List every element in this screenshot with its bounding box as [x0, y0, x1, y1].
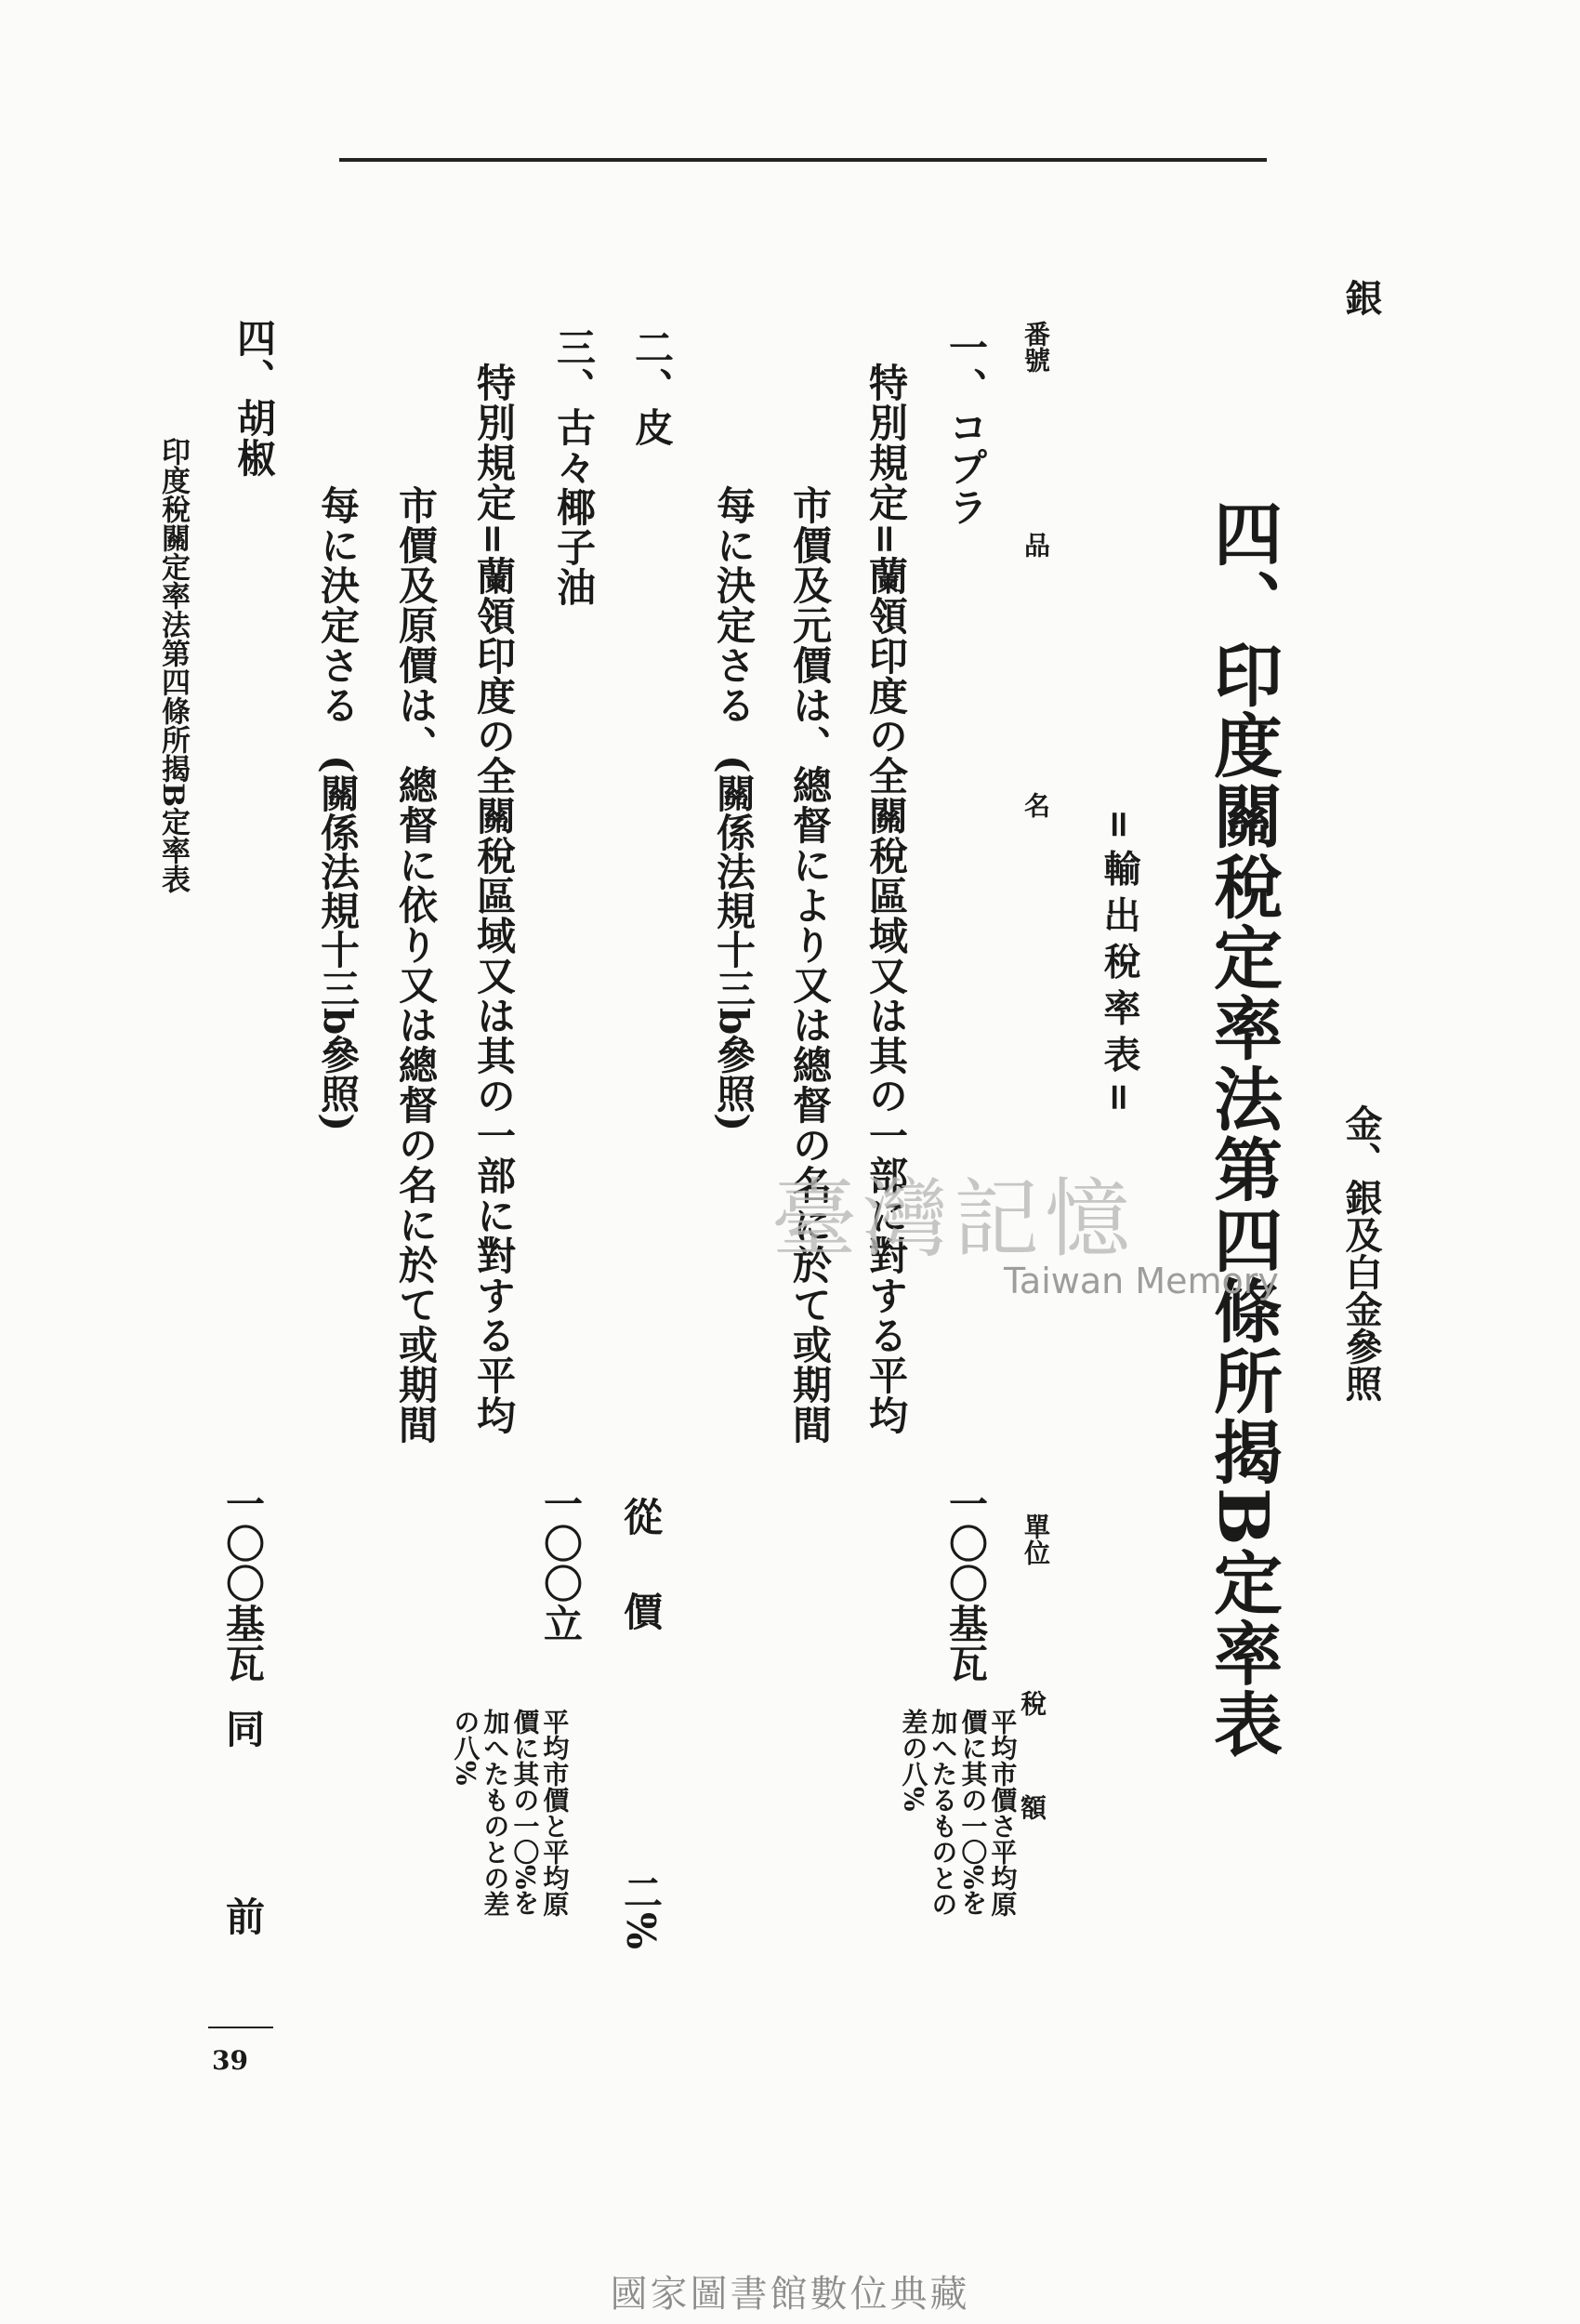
- header-item-name: 品 名: [1020, 532, 1051, 818]
- row1-unit: 一〇〇基瓦: [943, 1484, 989, 1684]
- watermark-text: Taiwan Memory: [1004, 1261, 1279, 1301]
- header-number: 番號: [1020, 321, 1051, 373]
- row3-special: 特別規定=蘭領印度の全關稅區域又は其の一部に對する平均: [471, 363, 517, 1436]
- row2-basis: 從價: [618, 1497, 664, 1686]
- row3-tax-line3: 加へたものとの差: [480, 1709, 511, 1917]
- page-title: 四、印度關稅定率法第四條所揭B定率表: [1203, 498, 1283, 1760]
- row2-tax: 二%: [618, 1872, 664, 1950]
- top-rule: [339, 158, 1267, 162]
- row1-ref: (關係法規十三b參照): [711, 755, 757, 1132]
- page-number: 39: [212, 2045, 248, 2076]
- row3-tax-line2: 價に其の一〇%を: [509, 1709, 541, 1916]
- row4-item: 四、胡椒: [231, 318, 277, 478]
- row3-item: 三、古々椰子油: [551, 327, 597, 607]
- row4-same: 同: [220, 1709, 266, 1749]
- row3-special-line2: 市價及原價は、總督に依り又は總督の名に於て或期間: [393, 485, 439, 1445]
- running-head-right: 金、銀及白金參照: [1339, 1104, 1383, 1402]
- row2-item: 二、皮: [629, 327, 675, 447]
- page-number-rule: [208, 2027, 273, 2028]
- row1-special-line2: 市價及元價は、總督により又は總督の名に於て或期間: [787, 485, 833, 1445]
- row3-tax-line1: 平均市價と平均原: [539, 1709, 571, 1917]
- row4-unit: 一〇〇基瓦: [220, 1484, 266, 1684]
- header-tax: 稅 額: [1017, 1690, 1047, 1820]
- row1-special: 特別規定=蘭領印度の全關稅區域又は其の一部に對する平均: [863, 363, 909, 1436]
- row3-unit: 一〇〇立: [538, 1484, 584, 1644]
- row1-tax-line3: 加へたるものとの: [928, 1709, 959, 1917]
- row1-tax-line2: 價に其の一〇%を: [957, 1709, 989, 1916]
- side-title: 印度稅關定率法第四條所揭B定率表: [156, 437, 190, 894]
- row1-tax-line4: 差の八%: [898, 1709, 929, 1812]
- row1-tax-line1: 平均市價さ平均原: [987, 1709, 1019, 1917]
- row3-special-line3: 每に決定さる: [315, 485, 361, 725]
- header-unit: 單位: [1020, 1513, 1051, 1565]
- running-head-left: 銀: [1339, 279, 1383, 316]
- row1-item: 一、コプラ: [943, 327, 989, 527]
- footer-collection: 國家圖書館數位典藏: [610, 2273, 970, 2316]
- row3-tax-line4: の八%: [450, 1709, 481, 1786]
- row4-previous: 前: [220, 1896, 266, 1936]
- watermark-logo: 臺灣記憶: [771, 1169, 1137, 1269]
- page-subtitle: =輸出稅率表=: [1098, 809, 1141, 1123]
- row1-special-line3: 每に決定さる: [711, 485, 757, 725]
- row3-ref: (關係法規十三b參照): [315, 755, 361, 1132]
